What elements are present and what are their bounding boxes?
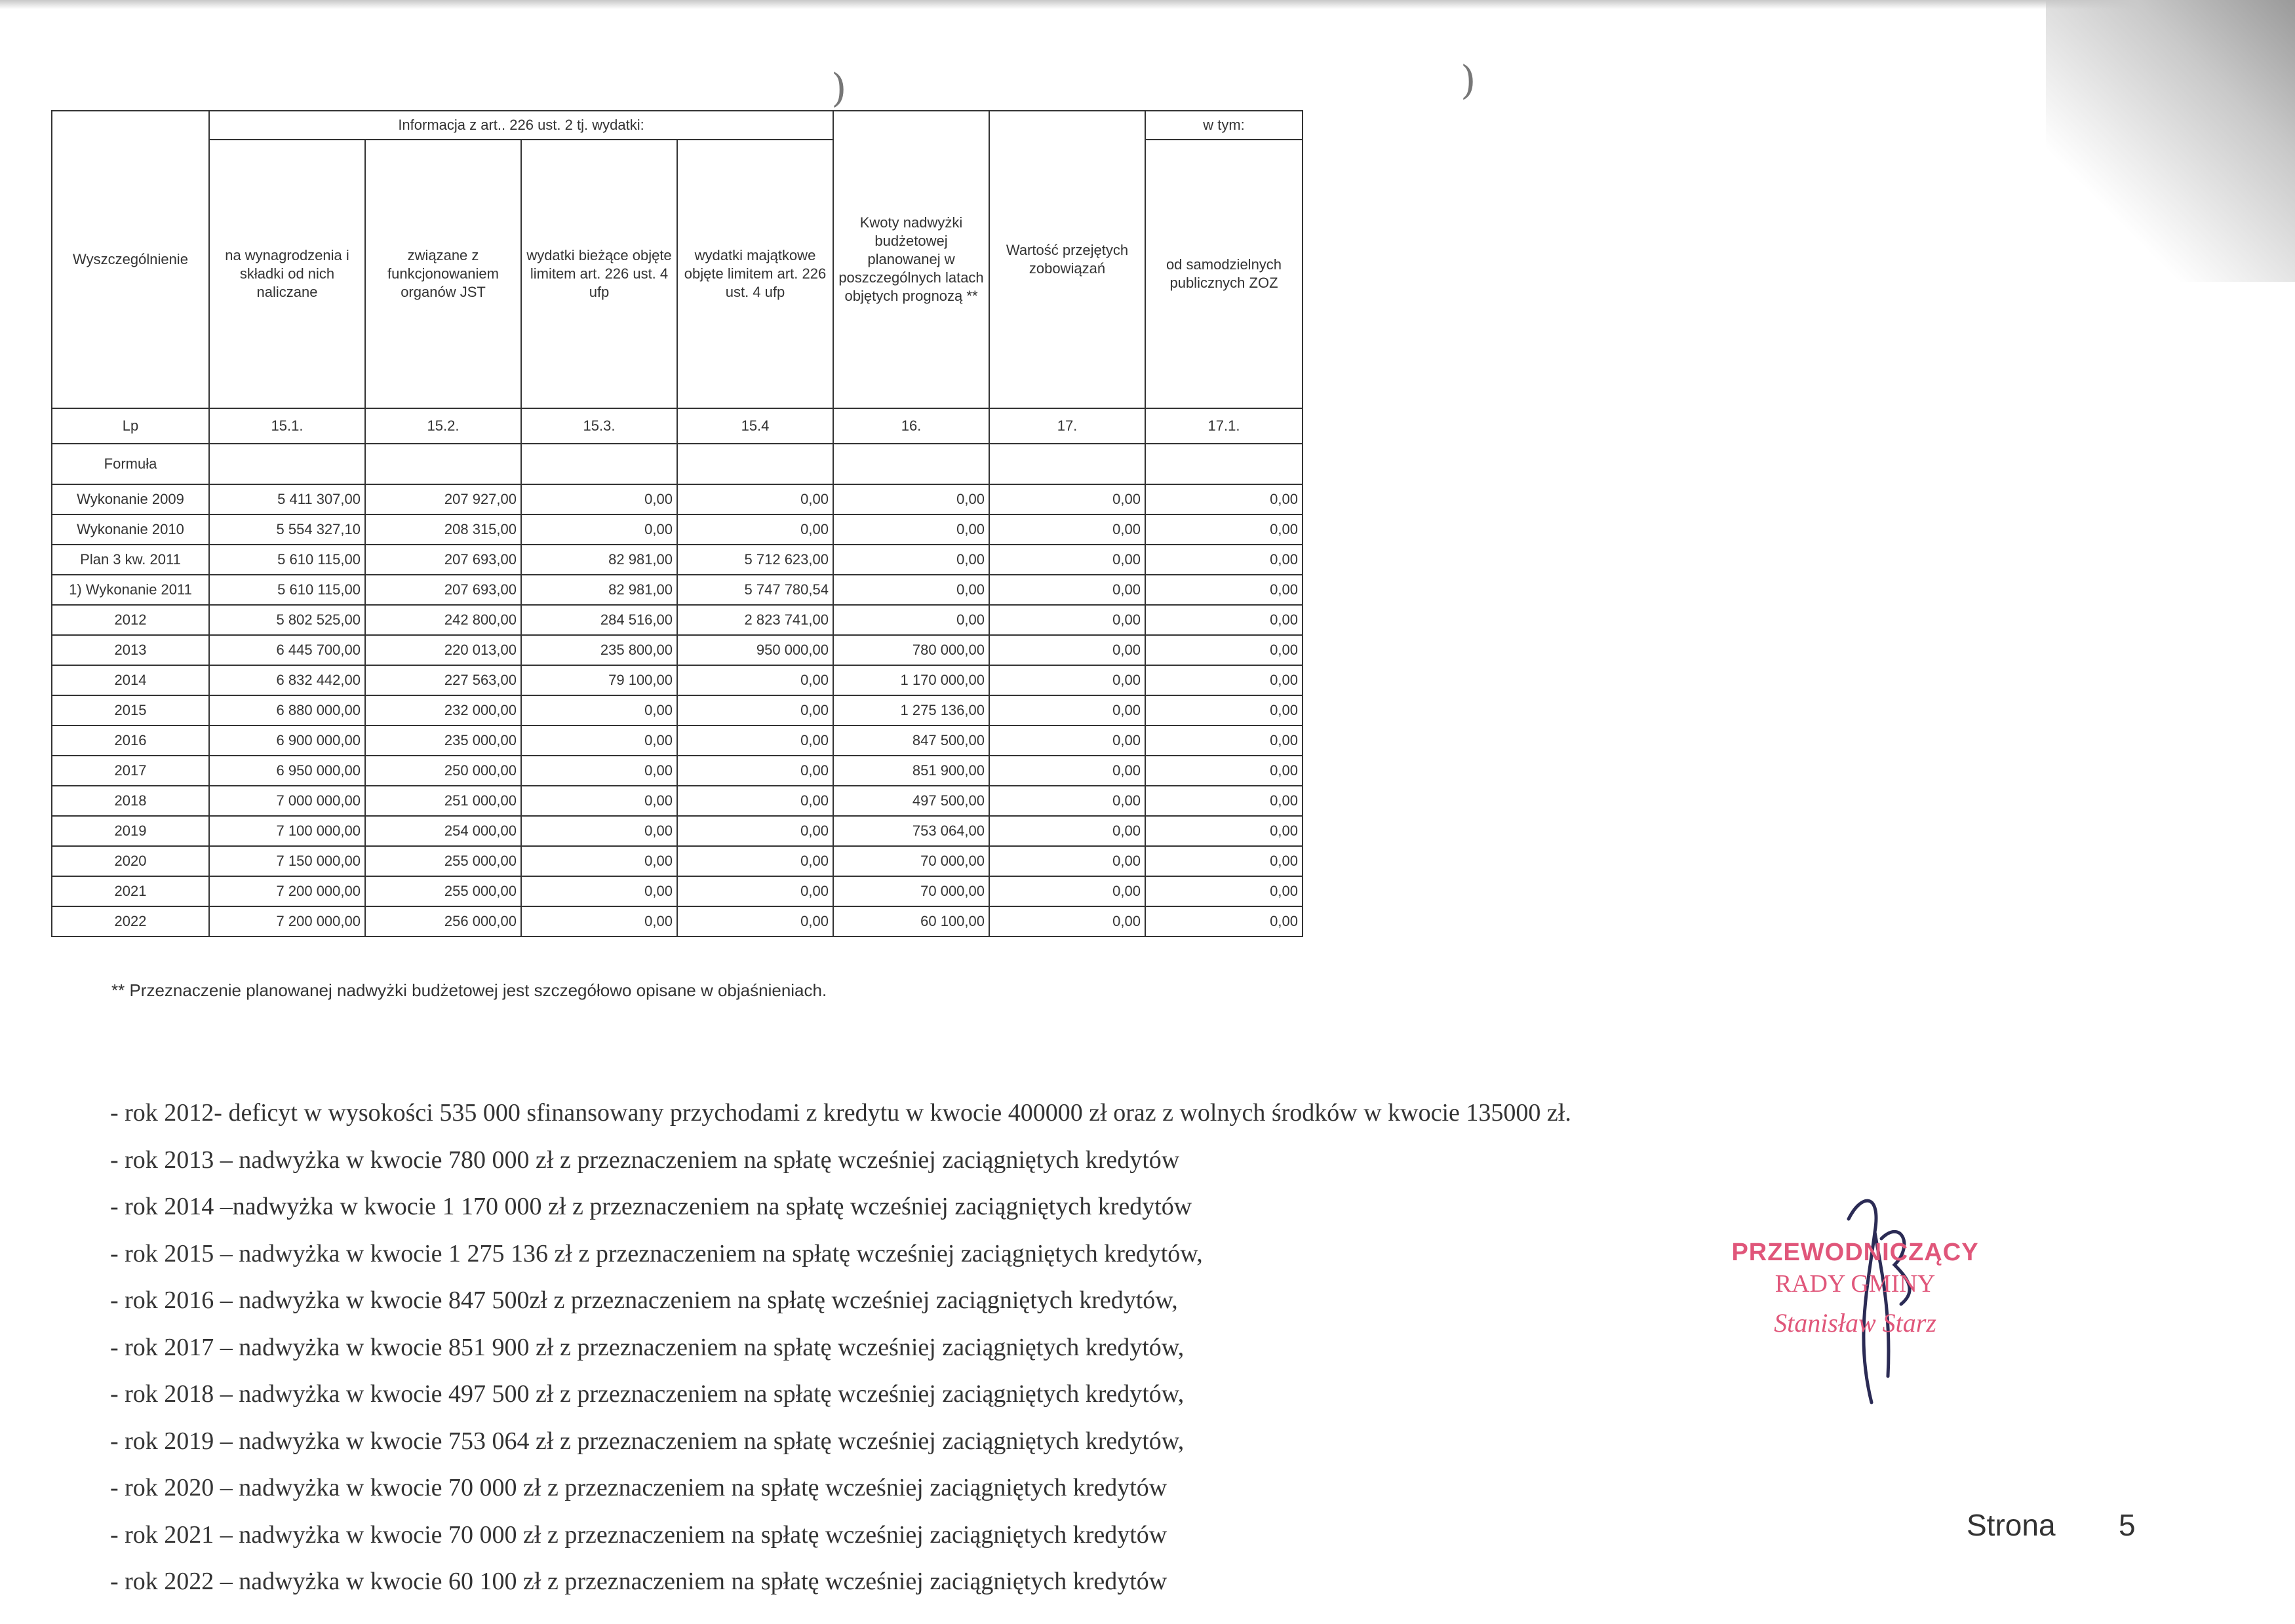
value-cell: 242 800,00 <box>365 605 521 635</box>
value-cell: 5 712 623,00 <box>677 545 833 575</box>
stamp-subtitle: RADY GMINY <box>1775 1270 1936 1298</box>
value-cell: 6 950 000,00 <box>209 756 365 786</box>
table-footnote: ** Przeznaczenie planowanej nadwyżki budżetowej jest szczegółowo opisane w objaśnieniach. <box>111 980 827 1000</box>
row-label: 2022 <box>52 906 209 937</box>
value-cell: 70 000,00 <box>833 846 989 876</box>
scan-corner-shadow <box>2046 0 2295 282</box>
lp-cell: 15.1. <box>209 408 365 444</box>
value-cell: 0,00 <box>989 725 1145 756</box>
note-line: - rok 2021 – nadwyżka w kwocie 70 000 zł z przeznaczeniem na spłatę wcześniej zaciągniętych kredytów <box>110 1520 1167 1549</box>
value-cell: 0,00 <box>989 484 1145 514</box>
row-label: 2013 <box>52 635 209 665</box>
value-cell: 6 832 442,00 <box>209 665 365 695</box>
stamp-title: PRZEWODNICZĄCY <box>1731 1239 1979 1266</box>
value-cell: 0,00 <box>989 605 1145 635</box>
value-cell: 0,00 <box>521 876 677 906</box>
table-row <box>52 484 1303 514</box>
lp-cell: Lp <box>52 408 209 444</box>
value-cell: 0,00 <box>989 816 1145 846</box>
table-row <box>52 786 1303 816</box>
col-group-header-informacja: Informacja z art.. 226 ust. 2 tj. wydatki: <box>209 111 833 140</box>
value-cell: 0,00 <box>521 725 677 756</box>
value-cell: 0,00 <box>1145 665 1303 695</box>
value-cell: 0,00 <box>989 575 1145 605</box>
value-cell: 0,00 <box>1145 906 1303 937</box>
row-label: 2019 <box>52 816 209 846</box>
value-cell: 0,00 <box>989 514 1145 545</box>
table-row <box>52 756 1303 786</box>
value-cell: 60 100,00 <box>833 906 989 937</box>
value-cell: 0,00 <box>1145 846 1303 876</box>
value-cell: 0,00 <box>677 725 833 756</box>
note-line: - rok 2018 – nadwyżka w kwocie 497 500 zł z przeznaczeniem na spłatę wcześniej zaciągniętych kredytów, <box>110 1380 1185 1408</box>
value-cell: 6 900 000,00 <box>209 725 365 756</box>
table-row <box>52 575 1303 605</box>
council-chairman-stamp <box>1717 1239 1993 1338</box>
col-header-17: Wartość przejętych zobowiązań <box>989 111 1145 408</box>
value-cell: 0,00 <box>677 816 833 846</box>
value-cell: 5 610 115,00 <box>209 545 365 575</box>
value-cell: 235 800,00 <box>521 635 677 665</box>
lp-cell: 15.2. <box>365 408 521 444</box>
value-cell: 0,00 <box>521 786 677 816</box>
row-label: 2021 <box>52 876 209 906</box>
lp-cell: 17.1. <box>1145 408 1303 444</box>
note-line: - rok 2012- deficyt w wysokości 535 000 sfinansowany przychodami z kredytu w kwocie 400000 zł oraz z wolnych środków w kwocie 135000 zł. <box>110 1099 1571 1127</box>
table-row <box>52 816 1303 846</box>
value-cell: 0,00 <box>989 906 1145 937</box>
note-line: - rok 2013 – nadwyżka w kwocie 780 000 zł z przeznaczeniem na spłatę wcześniej zaciągniętych kredytów <box>110 1146 1180 1174</box>
note-line: - rok 2019 – nadwyżka w kwocie 753 064 zł z przeznaczeniem na spłatę wcześniej zaciągniętych kredytów, <box>110 1427 1185 1455</box>
page-number: 5 <box>2119 1508 2136 1542</box>
value-cell: 0,00 <box>833 605 989 635</box>
value-cell: 235 000,00 <box>365 725 521 756</box>
value-cell: 0,00 <box>989 876 1145 906</box>
lp-cell: 15.3. <box>521 408 677 444</box>
value-cell: 2 823 741,00 <box>677 605 833 635</box>
financial-forecast-table <box>51 110 1303 937</box>
col-header-17-1: od samodzielnych publicznych ZOZ <box>1145 140 1303 408</box>
value-cell: 82 981,00 <box>521 545 677 575</box>
col-header-15-1: na wynagrodzenia i składki od nich naliczane <box>209 140 365 408</box>
value-cell: 82 981,00 <box>521 575 677 605</box>
table-row <box>52 665 1303 695</box>
note-line: - rok 2017 – nadwyżka w kwocie 851 900 zł z przeznaczeniem na spłatę wcześniej zaciągniętych kredytów, <box>110 1333 1185 1361</box>
table-row <box>52 846 1303 876</box>
value-cell: 0,00 <box>1145 786 1303 816</box>
table-row <box>52 605 1303 635</box>
punch-hole-mark: ) <box>831 66 847 111</box>
surplus-notes-list <box>110 1098 1828 1614</box>
value-cell: 0,00 <box>521 484 677 514</box>
value-cell: 0,00 <box>989 695 1145 725</box>
value-cell: 0,00 <box>1145 484 1303 514</box>
scan-fold-shadow <box>0 0 2295 9</box>
value-cell: 1 275 136,00 <box>833 695 989 725</box>
value-cell: 207 927,00 <box>365 484 521 514</box>
row-label: 1) Wykonanie 2011 <box>52 575 209 605</box>
value-cell: 0,00 <box>989 786 1145 816</box>
value-cell: 851 900,00 <box>833 756 989 786</box>
lp-cell: 15.4 <box>677 408 833 444</box>
value-cell: 227 563,00 <box>365 665 521 695</box>
note-line: - rok 2022 – nadwyżka w kwocie 60 100 zł z przeznaczeniem na spłatę wcześniej zaciągniętych kredytów <box>110 1568 1167 1595</box>
value-cell: 0,00 <box>1145 725 1303 756</box>
value-cell: 0,00 <box>1145 635 1303 665</box>
value-cell: 0,00 <box>833 575 989 605</box>
value-cell: 0,00 <box>1145 514 1303 545</box>
lp-cell: 17. <box>989 408 1145 444</box>
table-row <box>52 906 1303 937</box>
lp-row <box>52 408 1303 444</box>
page-label: Strona <box>1967 1508 2056 1542</box>
value-cell: 255 000,00 <box>365 876 521 906</box>
value-cell: 256 000,00 <box>365 906 521 937</box>
value-cell: 251 000,00 <box>365 786 521 816</box>
value-cell: 220 013,00 <box>365 635 521 665</box>
note-line: - rok 2014 –nadwyżka w kwocie 1 170 000 zł z przeznaczeniem na spłatę wcześniej zaciągniętych kredytów <box>110 1193 1192 1220</box>
note-line: - rok 2015 – nadwyżka w kwocie 1 275 136 zł z przeznaczeniem na spłatę wcześniej zaciągniętych kredytów, <box>110 1239 1203 1267</box>
lp-cell: 16. <box>833 408 989 444</box>
punch-hole-mark: ) <box>1461 58 1476 104</box>
table-row <box>52 725 1303 756</box>
value-cell: 1 170 000,00 <box>833 665 989 695</box>
row-label: 2012 <box>52 605 209 635</box>
value-cell: 255 000,00 <box>365 846 521 876</box>
row-label: 2020 <box>52 846 209 876</box>
value-cell: 5 802 525,00 <box>209 605 365 635</box>
value-cell: 780 000,00 <box>833 635 989 665</box>
value-cell: 7 100 000,00 <box>209 816 365 846</box>
value-cell: 0,00 <box>677 846 833 876</box>
value-cell: 250 000,00 <box>365 756 521 786</box>
value-cell: 5 610 115,00 <box>209 575 365 605</box>
row-label: 2017 <box>52 756 209 786</box>
value-cell: 0,00 <box>677 484 833 514</box>
row-label: 2016 <box>52 725 209 756</box>
value-cell: 5 747 780,54 <box>677 575 833 605</box>
value-cell: 284 516,00 <box>521 605 677 635</box>
value-cell: 0,00 <box>1145 816 1303 846</box>
stamp-name: Stanisław Starz <box>1774 1308 1936 1338</box>
value-cell: 0,00 <box>1145 756 1303 786</box>
value-cell: 7 150 000,00 <box>209 846 365 876</box>
row-label: 2018 <box>52 786 209 816</box>
value-cell: 79 100,00 <box>521 665 677 695</box>
value-cell: 70 000,00 <box>833 876 989 906</box>
formula-label: Formuła <box>52 444 209 484</box>
value-cell: 0,00 <box>1145 575 1303 605</box>
value-cell: 7 200 000,00 <box>209 906 365 937</box>
value-cell: 0,00 <box>989 635 1145 665</box>
value-cell: 7 000 000,00 <box>209 786 365 816</box>
value-cell: 0,00 <box>1145 876 1303 906</box>
value-cell: 208 315,00 <box>365 514 521 545</box>
value-cell: 6 880 000,00 <box>209 695 365 725</box>
value-cell: 950 000,00 <box>677 635 833 665</box>
value-cell: 0,00 <box>677 514 833 545</box>
row-label: Wykonanie 2010 <box>52 514 209 545</box>
value-cell: 0,00 <box>521 846 677 876</box>
value-cell: 497 500,00 <box>833 786 989 816</box>
table-row <box>52 514 1303 545</box>
table-row <box>52 876 1303 906</box>
value-cell: 0,00 <box>677 756 833 786</box>
value-cell: 847 500,00 <box>833 725 989 756</box>
value-cell: 0,00 <box>677 786 833 816</box>
note-line: - rok 2016 – nadwyżka w kwocie 847 500zł z przeznaczeniem na spłatę wcześniej zaciągniętych kredytów, <box>110 1286 1178 1314</box>
col-header-15-4: wydatki majątkowe objęte limitem art. 226 ust. 4 ufp <box>677 140 833 408</box>
value-cell: 0,00 <box>521 906 677 937</box>
value-cell: 0,00 <box>1145 545 1303 575</box>
row-label: Wykonanie 2009 <box>52 484 209 514</box>
table-row <box>52 635 1303 665</box>
value-cell: 7 200 000,00 <box>209 876 365 906</box>
value-cell: 232 000,00 <box>365 695 521 725</box>
value-cell: 0,00 <box>521 514 677 545</box>
value-cell: 0,00 <box>989 665 1145 695</box>
row-label: 2015 <box>52 695 209 725</box>
row-label: Plan 3 kw. 2011 <box>52 545 209 575</box>
value-cell: 0,00 <box>833 545 989 575</box>
value-cell: 0,00 <box>677 876 833 906</box>
value-cell: 0,00 <box>833 514 989 545</box>
value-cell: 207 693,00 <box>365 575 521 605</box>
col-header-15-2: związane z funkcjonowaniem organów JST <box>365 140 521 408</box>
formula-row <box>52 444 1303 484</box>
value-cell: 0,00 <box>677 906 833 937</box>
col-header-16: Kwoty nadwyżki budżetowej planowanej w poszczególnych latach objętych prognozą ** <box>833 111 989 408</box>
value-cell: 6 445 700,00 <box>209 635 365 665</box>
value-cell: 0,00 <box>677 665 833 695</box>
value-cell: 0,00 <box>989 545 1145 575</box>
col-header-15-3: wydatki bieżące objęte limitem art. 226 ust. 4 ufp <box>521 140 677 408</box>
value-cell: 0,00 <box>521 816 677 846</box>
col-header-wyszczegolnienie: Wyszczególnienie <box>52 111 209 408</box>
value-cell: 753 064,00 <box>833 816 989 846</box>
table-row <box>52 545 1303 575</box>
value-cell: 0,00 <box>521 756 677 786</box>
value-cell: 5 411 307,00 <box>209 484 365 514</box>
col-header-wtym: w tym: <box>1145 111 1303 140</box>
value-cell: 0,00 <box>1145 605 1303 635</box>
value-cell: 0,00 <box>833 484 989 514</box>
row-label: 2014 <box>52 665 209 695</box>
note-line: - rok 2020 – nadwyżka w kwocie 70 000 zł z przeznaczeniem na spłatę wcześniej zaciągniętych kredytów <box>110 1474 1167 1501</box>
value-cell: 207 693,00 <box>365 545 521 575</box>
value-cell: 0,00 <box>1145 695 1303 725</box>
value-cell: 0,00 <box>521 695 677 725</box>
value-cell: 0,00 <box>989 756 1145 786</box>
table-row <box>52 695 1303 725</box>
value-cell: 5 554 327,10 <box>209 514 365 545</box>
value-cell: 254 000,00 <box>365 816 521 846</box>
value-cell: 0,00 <box>677 695 833 725</box>
value-cell: 0,00 <box>989 846 1145 876</box>
